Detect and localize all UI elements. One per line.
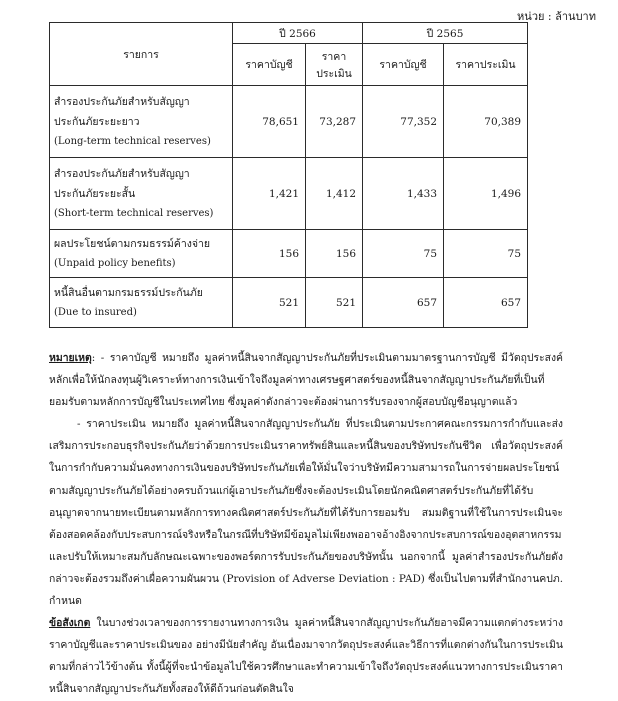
note-appraised-value <box>49 413 563 612</box>
row-label-line: หนี้สินอื่นตามกรมธรรม์ประกันภัย <box>54 286 203 299</box>
col-appraised-value-2565: ราคาประเมิน <box>444 44 528 86</box>
observation <box>49 612 563 700</box>
item-column-header: รายการ <box>50 23 233 86</box>
notes-section <box>49 347 563 701</box>
liabilities-table <box>49 22 528 328</box>
table-row <box>50 86 528 158</box>
table-cell: 75 <box>363 230 444 278</box>
col-book-value-2565: ราคาบัญชี <box>363 44 444 86</box>
table-row <box>50 158 528 230</box>
row-label-english: (Unpaid policy benefits) <box>54 257 176 269</box>
row-label-line: สำรองประกันภัยสำหรับสัญญา <box>54 95 190 108</box>
table-cell: 657 <box>444 278 528 328</box>
table-cell: 1,421 <box>233 158 306 230</box>
table-row <box>50 278 528 328</box>
row-label <box>50 86 233 158</box>
table-cell: 156 <box>306 230 363 278</box>
row-label-line: สำรองประกันภัยสำหรับสัญญา <box>54 167 190 180</box>
table-cell: 73,287 <box>306 86 363 158</box>
row-label <box>50 158 233 230</box>
observation-label: ข้อสังเกต <box>49 617 91 630</box>
row-label-english: (Due to insured) <box>54 306 137 318</box>
table-cell: 156 <box>233 230 306 278</box>
table-cell: 657 <box>363 278 444 328</box>
table-cell: 1,496 <box>444 158 528 230</box>
row-label-english: (Short-term technical reserves) <box>54 207 214 219</box>
row-label <box>50 278 233 328</box>
row-label-english: (Long-term technical reserves) <box>54 135 211 147</box>
row-label-line: ผลประโยชน์ตามกรมธรรม์ค้างจ่าย <box>54 237 211 250</box>
table-cell: 78,651 <box>233 86 306 158</box>
table-row <box>50 230 528 278</box>
row-label-line: ประกันภัยระยะสั้น <box>54 187 136 200</box>
table-cell: 70,389 <box>444 86 528 158</box>
table-cell: 75 <box>444 230 528 278</box>
note-text: : - ราคาบัญชี หมายถึง มูลค่าหนี้สินจากสัญญาประกันภัยที่ประเมินตามมาตรฐานการบัญชี มีวัตถุประสงค์หลักเพื่อให้นักลงทุนผู้วิเคราะห์ทางการเงินเข้าใจถึงมูลค่าทางเศรษฐศาสตร์ของหนี้สินจากสัญญาประกันภัยที่เป็นที่ยอมรับตามหลักการบัญชีในประเทศไทย ซึ่งมูลค่าดังกล่าวจะต้องผ่านการรับรองจากผู้สอบบัญชีอนุญาตแล้ว <box>49 352 563 409</box>
note-book-value <box>49 347 563 413</box>
col-appraised-value-2566: ราคาประเมิน <box>306 44 363 86</box>
table-cell: 521 <box>306 278 363 328</box>
note-label: หมายเหตุ <box>49 352 92 364</box>
table-cell: 521 <box>233 278 306 328</box>
year-header-2566: ปี 2566 <box>233 23 363 44</box>
row-label <box>50 230 233 278</box>
table-cell: 1,412 <box>306 158 363 230</box>
row-label-line: ประกันภัยระยะยาว <box>54 115 140 128</box>
col-book-value-2566: ราคาบัญชี <box>233 44 306 86</box>
note-text: - ราคาประเมิน หมายถึง มูลค่าหนี้สินจากสัญญาประกันภัย ที่ประเมินตามประกาศคณะกรรมการกำกับและส่งเสริมการประกอบธุรกิจประกันภัยว่าด้วยการประเมินราคาทรัพย์สินและหนี้สินของบริษัทประกันชีวิต เพื่อวัตถุประสงค์ในการกำกับความมั่นคงทางการเงินของบริษัทประกันภัยเพื่อให้มั่นใจว่าบริษัทมีความสามารถในการจ่ายผลประโยชน์ตามสัญญาประกันภัยได้อย่างครบถ้วนแก่ผู้เอาประกันภัยซึ่งจะต้องประเมินโดยนักคณิตศาสตร์ประกันภัยที่ได้รับอนุญาตจากนายทะเบียนตามหลักการทางคณิตศาสตร์ประกันภัยที่ได้รับการยอมรับ สมมติฐานที่ใช้ในการประเมินจะต้องสอดคล้องกับประสบการณ์จริงหรือในกรณีที่บริษัทมีข้อมูลไม่เพียงพออาจอ้างอิงจากประสบการณ์ของอุตสาหกรรมและปรับให้เหมาะสมกับลักษณะเฉพาะของพอร์ตการรับประกันภัยของบริษัทนั้น นอกจากนี้ มูลค่าสำรองประกันภัยดังกล่าวจะต้องรวมถึงค่าเผื่อความผันผวน (Provision of Adverse Deviation : PAD) ซึ่งเป็นไปตามที่สำนักงานคปภ. กำหนด <box>49 418 563 608</box>
observation-text: ในบางช่วงเวลาของการรายงานทางการเงิน มูลค่าหนี้สินจากสัญญาประกันภัยอาจมีความแตกต่างระหว่าง ราคาบัญชีและราคาประเมินของ อย่างมีนัยสำคัญ อันเนื่องมาจากวัตถุประสงค์และวิธีการที่แตกต่างกันในการประเมิน ตามที่กล่าวไว้ข้างต้น ทั้งนี้ผู้ที่จะนำข้อมูลไปใช้ควรศึกษาและทำความเข้าใจถึงวัตถุประสงค์แนวทางการประเมินราคา หนี้สินจากสัญญาประกันภัยทั้งสองให้ดีถ้วนก่อนตัดสินใจ <box>49 617 563 696</box>
unit-label: หน่วย : ล้านบาท <box>517 10 596 23</box>
table-cell: 77,352 <box>363 86 444 158</box>
table-cell: 1,433 <box>363 158 444 230</box>
year-header-2565: ปี 2565 <box>363 23 528 44</box>
